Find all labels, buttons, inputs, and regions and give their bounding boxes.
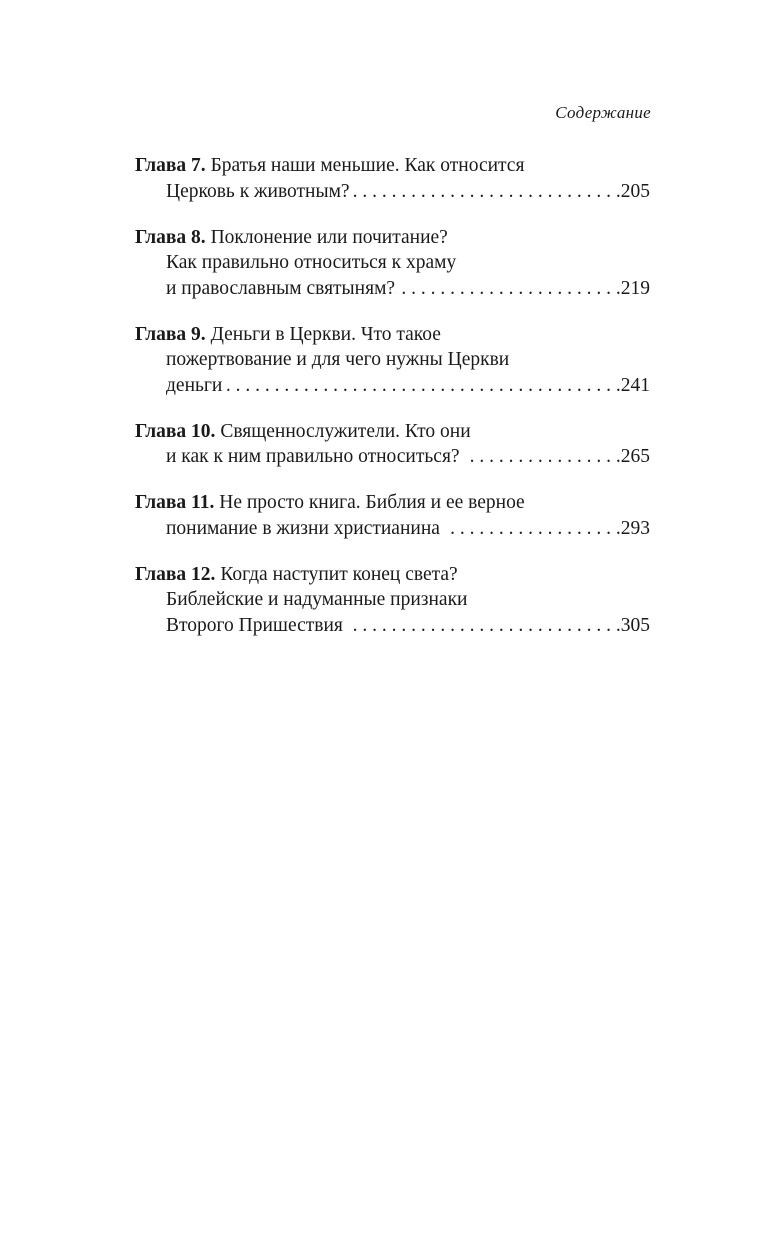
dot-leader	[350, 179, 621, 205]
chapter-label: Глава 7.	[135, 155, 206, 176]
chapter-title-text: Поклонение или почитание?	[205, 226, 448, 248]
chapter-title-end: и как к ним правильно относиться?	[166, 446, 465, 467]
chapter-label: Глава 11.	[135, 492, 215, 513]
toc-entry	[135, 322, 650, 399]
toc-entry-last-line	[135, 444, 650, 470]
toc-entry	[135, 419, 650, 470]
page-number: 293	[620, 517, 650, 539]
toc-entry-last-line	[135, 276, 650, 302]
dot-leader	[395, 276, 621, 302]
chapter-title-text: Священнослужители. Кто они	[215, 420, 471, 442]
chapter-label: Глава 9.	[135, 323, 206, 345]
chapter-title-text: Деньги в Церкви. Что такое	[205, 323, 441, 345]
chapter-title-end: Второго Пришествия	[166, 614, 348, 636]
chapter-title-continuation: Как правильно относиться к храму	[166, 252, 457, 273]
chapter-title-continuation: пожертвование и для чего нужны Церкви	[166, 349, 510, 370]
toc-entry-last-line	[135, 613, 650, 639]
dot-leader	[445, 516, 621, 542]
chapter-label: Глава 10.	[135, 420, 216, 442]
table-of-contents	[135, 153, 650, 659]
chapter-title-text: Когда наступит конец света?	[215, 563, 458, 585]
page-number: 205	[620, 180, 650, 202]
toc-entry	[135, 225, 650, 302]
dot-leader	[348, 613, 621, 639]
toc-entry-last-line	[135, 373, 650, 399]
chapter-label: Глава 8.	[135, 226, 206, 248]
dot-leader	[227, 373, 621, 399]
toc-entry	[135, 153, 650, 204]
chapter-title-end: и православным святыням?	[166, 277, 396, 299]
chapter-title-text: Братья наши меньшие. Как относится	[205, 155, 525, 176]
toc-entry-first-line	[135, 153, 650, 179]
toc-entry-first-line	[135, 225, 650, 251]
toc-entry-last-line	[135, 516, 650, 542]
toc-entry	[135, 562, 650, 639]
toc-entry-first-line	[135, 562, 650, 588]
chapter-title-text: Не просто книга. Библия и ее верное	[214, 492, 525, 513]
toc-entry-last-line	[135, 179, 650, 205]
toc-entry-first-line	[135, 322, 650, 348]
page-number: 219	[620, 277, 650, 299]
chapter-label: Глава 12.	[135, 563, 216, 585]
page-number: 265	[620, 446, 650, 467]
page-number: 241	[620, 374, 650, 396]
toc-entry-first-line	[135, 490, 650, 516]
chapter-title-end: понимание в жизни христианина	[166, 517, 445, 539]
toc-entry-first-line	[135, 419, 650, 445]
running-head: Содержание	[555, 103, 651, 122]
page-number: 305	[620, 614, 650, 636]
chapter-title-end: Церковь к животным?	[166, 180, 350, 202]
toc-entry	[135, 490, 650, 541]
chapter-title-continuation: Библейские и надуманные признаки	[166, 589, 468, 610]
dot-leader	[464, 444, 620, 470]
chapter-title-end: деньги	[166, 374, 228, 396]
